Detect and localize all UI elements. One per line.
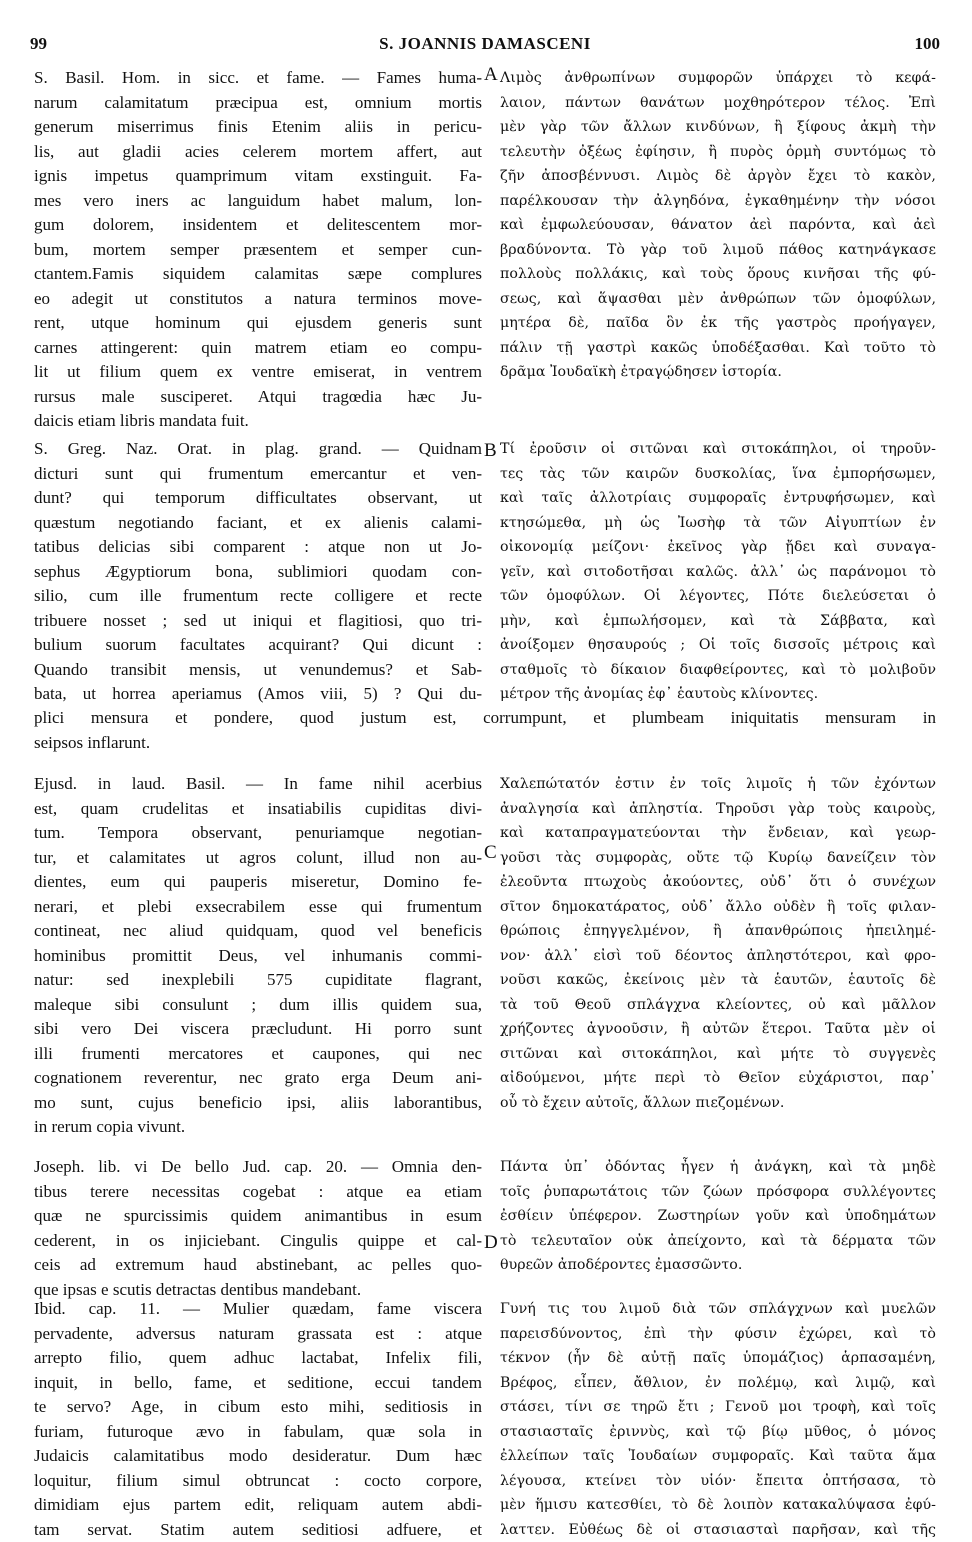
text-line: arrepto filio, quem adhuc lactabat, Infelix fili,	[34, 1346, 482, 1371]
text-line: μὲν γὰρ τῶν ἄλλων κινδύνων, ἢ ξίφους ἀκμὴ τὴν	[500, 115, 936, 140]
greek-column-b	[500, 437, 936, 707]
text-line: que ipsas e scutis detractas dentibus mandebant.	[34, 1278, 482, 1303]
running-header	[30, 34, 940, 58]
text-line: ἀναλγησία καὶ ἀπληστία. Τηροῦσι γὰρ τοὺς καιροὺς,	[500, 797, 936, 822]
text-line: γεῖν, καὶ σιτοδοτῆσαι καλῶς. ἀλλ᾽ ὡς παράνομοι τὸ	[500, 560, 936, 585]
text-line: illi frumenti mercatores et caupones, qui nec	[34, 1042, 482, 1067]
text-line: δρᾶμα Ἰουδαϊκὴ ἐτραγῴδησεν ἱστορία.	[500, 360, 936, 385]
text-line: S. Greg. Naz. Orat. in plag. grand. — Quidnam	[34, 437, 482, 462]
text-line: quæstum negotiando faciant, et ex alienis calami-	[34, 511, 482, 536]
text-line: καὶ ταῖς ἀλλοτρίαις συμφοραῖς ἐντρυφήσωμεν, καὶ	[500, 486, 936, 511]
text-line: tibus terere necessitas cogebat : atque ea etiam	[34, 1180, 482, 1205]
text-line: cederent, in os injiciebant. Cingulis quippe et cal-	[34, 1229, 482, 1254]
text-line: natur: sed inexplebili 575 cupiditate flagrant,	[34, 968, 482, 993]
text-line: dientes, eum qui pauperis miseretur, Domino fe-	[34, 870, 482, 895]
text-line: mes vero iners ac languidum habet malum, lon-	[34, 189, 482, 214]
text-line: carnes attingerent: quin matrem etiam eo compu-	[34, 336, 482, 361]
text-line: lis, aut gladii acies celerem mortem affert, aut	[34, 140, 482, 165]
text-line: Quando transibit mensis, ut venundemus? et Sab-	[34, 658, 482, 683]
margin-mark-d: D	[484, 1232, 498, 1254]
margin-mark-a: A	[484, 64, 498, 86]
text-line: loquitur, filium simul obtruncat : cocto corpore,	[34, 1469, 482, 1494]
greek-column-d	[500, 1155, 936, 1278]
text-line: est, quam crudelitas et insatiabilis cupiditas divi-	[34, 797, 482, 822]
text-line: νοῦσι κακῶς, ἐκείνοις μὲν τὰ ἑαυτῶν, ἑαυτοῖς δὲ	[500, 968, 936, 993]
text-line: νον· ἀλλ᾽ εἰσὶ τοῦ δέοντος ἀπληστότεροι, καὶ φρο-	[500, 944, 936, 969]
text-line: inquit, in bello, fame, et seditione, eccui tandem	[34, 1371, 482, 1396]
text-line: χρήζοντες ἀγνοοῦσιν, ἢ αὐτῶν ἕτεροι. Ταῦτα μὲν οἱ	[500, 1017, 936, 1042]
text-line: dunt? qui temporum difficultates observant, ut	[34, 486, 482, 511]
text-line: tur, et calamitates ut agros colunt, illud non au-	[34, 846, 482, 871]
text-line: ἐλεοῦντα πτωχοὺς ἀκούοντες, οὐδ᾽ ὅτι ὁ συνέχων	[500, 870, 936, 895]
text-line: quæ ne spurcissimis quidem animantibus in esum	[34, 1204, 482, 1229]
text-line: Χαλεπώτατόν ἐστιν ἐν τοῖς λιμοῖς ἡ τῶν ἐχόντων	[500, 772, 936, 797]
text-line: furiam, futuroque ævo in fabulam, quæ sola in	[34, 1420, 482, 1445]
text-line: te servo? Age, in cibum esto mihi, seditiosis in	[34, 1395, 482, 1420]
text-line: nerari, et plebi exsecrabilem esse qui frumentum	[34, 895, 482, 920]
text-line: bulium suorum facultates acquirant? Qui dicunt :	[34, 633, 482, 658]
text-line: plici mensura et pondere, quod justum est, corrumpunt, et plumbeam iniquitatis mensuram in	[34, 706, 936, 731]
text-line: βραδύνοντα. Τὸ γὰρ τοῦ λιμοῦ πάθος κατηνάγκασε	[500, 238, 936, 263]
full-width-lines-b	[34, 706, 936, 755]
text-line: in rerum copia vivunt.	[34, 1115, 482, 1140]
page-number-right: 100	[915, 34, 941, 54]
latin-column-e	[34, 1297, 482, 1542]
text-line: cognationem reverentur, nec grato erga Deum ani-	[34, 1066, 482, 1091]
text-line: Βρέφος, εἶπεν, ἄθλιον, ἐν πολέμῳ, καὶ λιμῷ, καὶ	[500, 1371, 936, 1396]
text-line: μέτρον τῆς ἀνομίας ἐφ᾽ ἑαυτοὺς κλίνοντες.	[500, 682, 936, 707]
text-line: lit ut filium quem ex ventre emiserat, in ventrem	[34, 360, 482, 385]
text-line: στασιασταῖς ἐριννὺς, καὶ τῷ βίῳ μῦθος, ὁ μόνος	[500, 1420, 936, 1445]
text-line: μὴν, καὶ ἐμπωλήσομεν, καὶ τὰ Σάββατα, καὶ	[500, 609, 936, 634]
text-line: bum, mortem semper præsentem et semper cun-	[34, 238, 482, 263]
latin-column-b	[34, 437, 482, 707]
text-line: Ibid. cap. 11. — Mulier quædam, fame viscera	[34, 1297, 482, 1322]
text-line: tam servat. Statim autem seditiosi adfuere, et	[34, 1518, 482, 1542]
latin-column-d	[34, 1155, 482, 1302]
text-line: S. Basil. Hom. in sicc. et fame. — Fames huma-	[34, 66, 482, 91]
text-line: οὗ τὸ ἔχειν αὐτοῖς, ἄλλων πιεζομένων.	[500, 1091, 936, 1116]
text-line: dicturi sunt qui frumentum emercantur et ven-	[34, 462, 482, 487]
text-line: Πάντα ὑπ᾽ ὀδόντας ἦγεν ἡ ἀνάγκη, καὶ τὰ μηδὲ	[500, 1155, 936, 1180]
text-line: τὸ τελευταῖον οὐκ ἀπείχοντο, καὶ τὰ δέρματα τῶν	[500, 1229, 936, 1254]
text-line: παρεισδύνοντος, ἐπὶ τὴν φύσιν ἐχώρει, καὶ τὸ	[500, 1322, 936, 1347]
text-line: rursus male susciperet. Atqui tragœdia hæc Ju-	[34, 385, 482, 410]
text-line: contineat, nec aliud quidquam, quod vel beneficis	[34, 919, 482, 944]
text-line: ἐλλείπων ταῖς Ἰουδαίων συμφοραῖς. Καὶ ταῦτα ἅμα	[500, 1444, 936, 1469]
text-line: Λιμὸς ἀνθρωπίνων συμφορῶν ὑπάρχει τὸ κεφά-	[500, 66, 936, 91]
text-line: Ejusd. in laud. Basil. — In fame nihil acerbius	[34, 772, 482, 797]
text-line: λέγουσα, κτείνει τὸν υἱόν· ἔπειτα ὀπτήσασα, τὸ	[500, 1469, 936, 1494]
text-line: τες τὰς τῶν καιρῶν δυσκολίας, ἵνα ἐμπορήσωμεν,	[500, 462, 936, 487]
text-line: σεως, καὶ ἅψασθαι μὲν ἀνθρώπων τῶν ὁμοφύλων,	[500, 287, 936, 312]
text-line: τελευτὴν ὀξέως ἐφίησιν, ἢ πυρὸς ὁρμὴ συντόμως τὸ	[500, 140, 936, 165]
text-line: ignis impetus quamprimum vitam exstinguit. Fa-	[34, 164, 482, 189]
text-line: σῖτον δημοκατάρατος, οὐδ᾽ ἄλλο οὐδὲν ἢ τοῖς φιλαν-	[500, 895, 936, 920]
text-line: silio, cum ille frumentum recte colligere et recte	[34, 584, 482, 609]
text-line: καὶ ἐμφωλεύουσαν, θάνατον ἀεὶ παρόντα, καὶ ἀεὶ	[500, 213, 936, 238]
text-line: Γυνή τις του λιμοῦ διὰ τῶν σπλάγχνων καὶ μυελῶν	[500, 1297, 936, 1322]
text-line: σταθμοῖς τὸ δίκαιον διαφθείροντες, καὶ τὸ μολιβοῦν	[500, 658, 936, 683]
text-line: narum calamitatum præcipua est, omnium mortis	[34, 91, 482, 116]
text-line: Τί ἐροῦσιν οἱ σιτῶναι καὶ σιτοκάπηλοι, οἱ τηροῦν-	[500, 437, 936, 462]
text-line: ceis ad extremum haud abstinebant, ac pelles quo-	[34, 1253, 482, 1278]
text-line: mo sunt, cujus beneficio ipsi, aliis laborantibus,	[34, 1091, 482, 1116]
margin-mark-c: C	[484, 842, 497, 864]
text-line: ζῆν ἀποσβέννυσι. Λιμὸς δὲ ἀργὸν ἔχει τὸ κακὸν,	[500, 164, 936, 189]
text-line: τέκνον (ἦν δὲ αὐτῇ παῖς ὑπομάζιος) ἁρπασαμένη,	[500, 1346, 936, 1371]
text-line: λαττεν. Εὐθέως δὲ οἱ στασιασταὶ παρῆσαν, καὶ τῆς	[500, 1518, 936, 1542]
text-line: rent, utque hominum qui ejusdem generis sunt	[34, 311, 482, 336]
text-line: μὲν ἥμισυ κατεσθίει, τὸ δὲ λοιπὸν κατακαλύψασα ἐφύ-	[500, 1493, 936, 1518]
text-line: seipsos inflarunt.	[34, 731, 936, 756]
text-line: πάλιν τῇ γαστρὶ κακῶς ὑποδέξασθαι. Καὶ τοῦτο τὸ	[500, 336, 936, 361]
text-line: tribuere nosset ; sed ut iniqui et flagitiosi, quo tri-	[34, 609, 482, 634]
greek-column-c	[500, 772, 936, 1115]
text-line: ctantem.Famis siquidem calamitas sæpe complures	[34, 262, 482, 287]
text-line: λαιον, πάντων θανάτων μοχθηρότερον τέλος. Ἐπὶ	[500, 91, 936, 116]
text-line: bata, ut horrea aperiamus (Amos viii, 5) ? Qui du-	[34, 682, 482, 707]
text-line: οἰκονομίᾳ μείζονι· ἐκεῖνος γὰρ ᾔδει καὶ συναγα-	[500, 535, 936, 560]
text-line: παρέλκουσαν τὴν ἀλγηδόνα, ἐγκαθημένην τὴν νόσοι	[500, 189, 936, 214]
text-line: Joseph. lib. vi De bello Jud. cap. 20. — Omnia den-	[34, 1155, 482, 1180]
greek-column-e	[500, 1297, 936, 1542]
text-line: maleque sibi consulunt ; dum illis quidem sua,	[34, 993, 482, 1018]
margin-mark-b: B	[484, 440, 497, 462]
text-line: ἐσθίειν ὑπέφερον. Ζωστηρίων γοῦν καὶ ὑποδημάτων	[500, 1204, 936, 1229]
text-line: eo adegit ut constitutos a natura terminos move-	[34, 287, 482, 312]
text-line: hominibus promittit Deus, vel inhumanis commi-	[34, 944, 482, 969]
text-line: τοῖς ῥυπαρωτάτοις τῶν ζώων πρόσφορα συλλέγοντες	[500, 1180, 936, 1205]
text-line: Judaicis calamitatibus modo desideratur. Dum hæc	[34, 1444, 482, 1469]
text-line: στάσει, τίνι σε τηρῶ ἔτι ; Γενοῦ μοι τροφὴ, καὶ τοῖς	[500, 1395, 936, 1420]
text-line: θρώποις ἐπηγγελμένον, ἢ ἀπανθρώποις ἠπειλημέ-	[500, 919, 936, 944]
text-line: γοῦσι τὰς συμφορὰς, οὔτε τῷ Κυρίῳ δανείζειν τὸν	[500, 846, 936, 871]
text-line: σιτῶναι καὶ σιτοκάπηλοι, καὶ μήτε τὸ συγγενὲς	[500, 1042, 936, 1067]
text-line: καὶ καταπραγματεύονται τὴν ἔνδειαν, καὶ γεωρ-	[500, 821, 936, 846]
text-line: τῶν ὁμοφύλων. Οἱ λέγοντες, Πότε διελεύσεται ὁ	[500, 584, 936, 609]
latin-column-c	[34, 772, 482, 1140]
text-line: ἀνοίξομεν θησαυρούς ; Οἱ τοῖς δισσοῖς μέτροις καὶ	[500, 633, 936, 658]
text-line: θυρεῶν ἀποδέροντες ἐμασσῶντο.	[500, 1253, 936, 1278]
running-title: S. JOANNIS DAMASCENI	[30, 34, 940, 54]
text-line: κτησώμεθα, μὴ ὡς Ἰωσὴφ τὰ τῶν Αἰγυπτίων ἐν	[500, 511, 936, 536]
text-line: αἰδούμενοι, μήτε περὶ τὸ Θεῖον εὐχάριστοι, παρ᾽	[500, 1066, 936, 1091]
text-line: sephus Ægyptiorum bona, sublimiori quodam con-	[34, 560, 482, 585]
text-line: πολλοὺς πολλάκις, καὶ τοὺς ὅρους κινῆσαι τῆς φύ-	[500, 262, 936, 287]
text-line: sibi vero Dei viscera præcludunt. Hi porro sunt	[34, 1017, 482, 1042]
text-line: dimidiam ejus partem edit, reliquam autem abdi-	[34, 1493, 482, 1518]
text-line: tum. Tempora observant, penuriamque negotian-	[34, 821, 482, 846]
text-line: τὰ τοῦ Θεοῦ σπλάγχνα κλείοντες, οὐ καὶ μᾶλλον	[500, 993, 936, 1018]
text-line: μητέρα δὲ, παῖδα ὃν ἐκ τῆς γαστρὸς προήγαγεν,	[500, 311, 936, 336]
greek-column-a	[500, 66, 936, 385]
text-line: pervadente, adversus naturam grassata est : atque	[34, 1322, 482, 1347]
text-line: gum dolorem, insidentem et delitescentem mor-	[34, 213, 482, 238]
text-line: tatibus delicias sibi comparent : atque non ut Jo-	[34, 535, 482, 560]
text-line: daicis etiam libris mandata fuit.	[34, 409, 482, 434]
text-line: generum miserrimus finis Etenim aliis in pericu-	[34, 115, 482, 140]
page-number-left: 99	[30, 34, 47, 54]
latin-column-a	[34, 66, 482, 434]
